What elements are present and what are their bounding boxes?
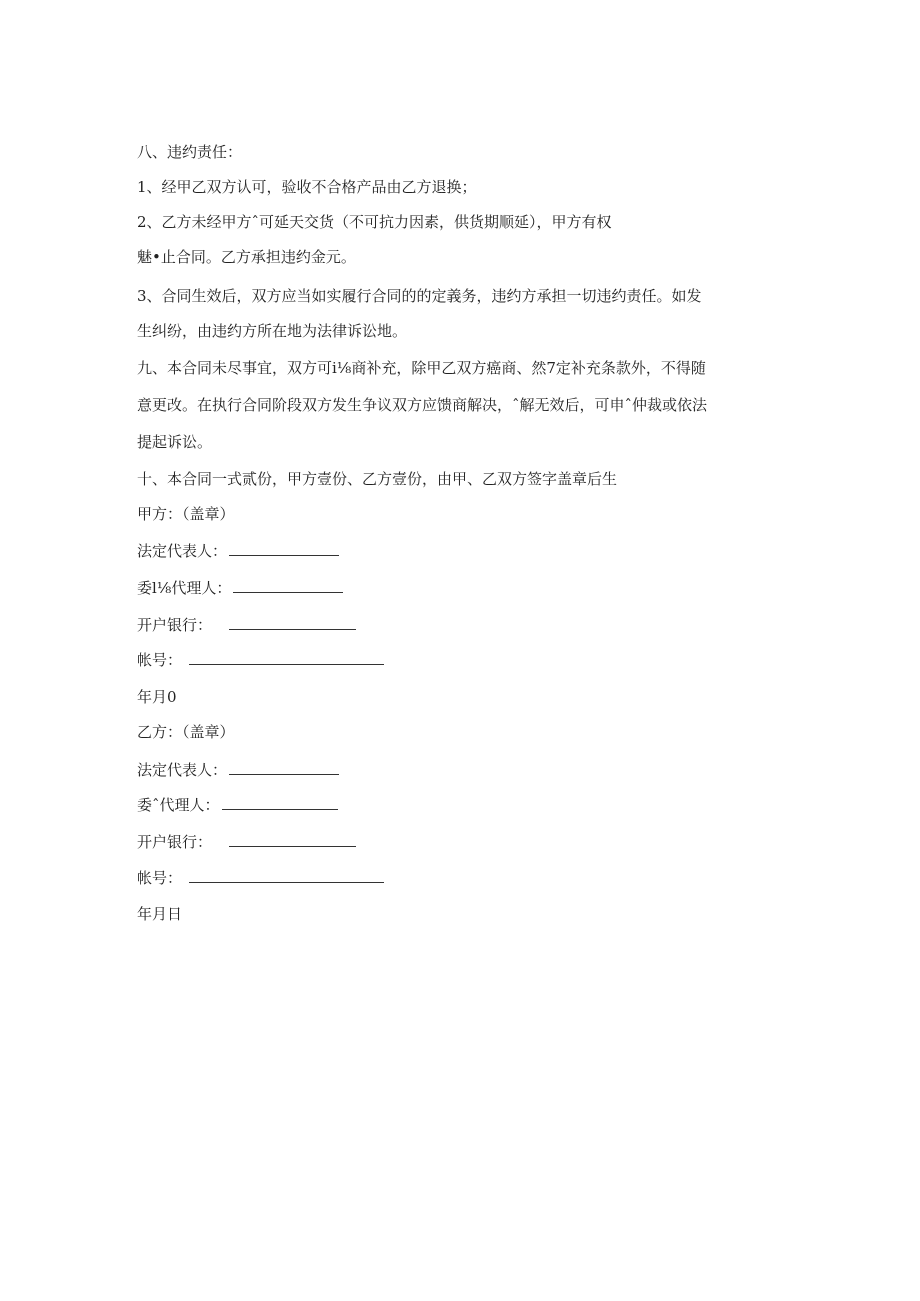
party-b-agent-blank[interactable] [222, 795, 338, 810]
clause-8-item-2-cont: 魅•止合同。乙方承担违约金元。 [137, 248, 356, 266]
party-a-bank-row [137, 615, 356, 635]
party-b-date: 年月日 [137, 905, 183, 923]
party-a-bank-blank[interactable] [229, 615, 356, 630]
clause-8-item-2: 2、乙方未经甲方ˆ可延天交货（不可抗力因素，供货期顺延），甲方有权 [137, 213, 612, 231]
party-b-legal-rep-label: 法定代表人： [137, 761, 228, 779]
party-a-date: 年月0 [137, 688, 177, 706]
party-a-legal-rep-blank[interactable] [229, 541, 339, 556]
clause-9-line-2: 意更改。在执行合同阶段双方发生争议双方应馈商解决，ˆ解无效后，可申ˆ仲裁或依法 [137, 396, 708, 414]
party-a-account-label: 帐号： [137, 651, 183, 669]
party-a-title: 甲方：（盖章） [137, 505, 235, 523]
party-a-agent-blank[interactable] [233, 578, 343, 593]
clause-9-line-1: 九、本合同未尽事宜，双方可i⅛商补充，除甲乙双方癌商、然7定补充条款外，不得随 [137, 359, 706, 377]
party-b-account-row [137, 868, 384, 888]
party-a-account-row [137, 650, 384, 670]
party-b-account-blank[interactable] [189, 868, 384, 883]
clause-10: 十、本合同一式贰份，甲方壹份、乙方壹份，由甲、乙双方签字盖章后生 [137, 470, 618, 488]
party-a-bank-label: 开户银行： [137, 616, 213, 634]
party-b-agent-row [137, 795, 338, 815]
party-b-bank-label: 开户银行： [137, 833, 213, 851]
clause-8-item-3-cont: 生纠纷，由违约方所在地为法律诉讼地。 [137, 322, 408, 340]
party-b-agent-label: 委ˆ代理人： [137, 796, 220, 814]
party-b-title: 乙方：（盖章） [137, 723, 235, 741]
clause-8-item-1: 1、经甲乙双方认可，验收不合格产品由乙方退换； [137, 178, 477, 196]
party-a-account-blank[interactable] [189, 650, 384, 665]
party-b-account-label: 帐号： [137, 869, 183, 887]
clause-9-line-3: 提起诉讼。 [137, 433, 213, 451]
party-b-legal-rep-row [137, 760, 339, 780]
clause-8-title: 八、违约责任： [137, 143, 243, 161]
party-b-bank-row [137, 832, 356, 852]
party-a-agent-label: 委l⅛代理人： [137, 579, 232, 597]
clause-8-item-3: 3、合同生效后，双方应当如实履行合同的的定義务，违约方承担一切违约责任。如发 [137, 287, 702, 305]
party-b-bank-blank[interactable] [229, 832, 356, 847]
party-b-legal-rep-blank[interactable] [229, 760, 339, 775]
party-a-agent-row [137, 578, 343, 598]
party-a-legal-rep-label: 法定代表人： [137, 542, 228, 560]
party-a-legal-rep-row [137, 541, 339, 561]
